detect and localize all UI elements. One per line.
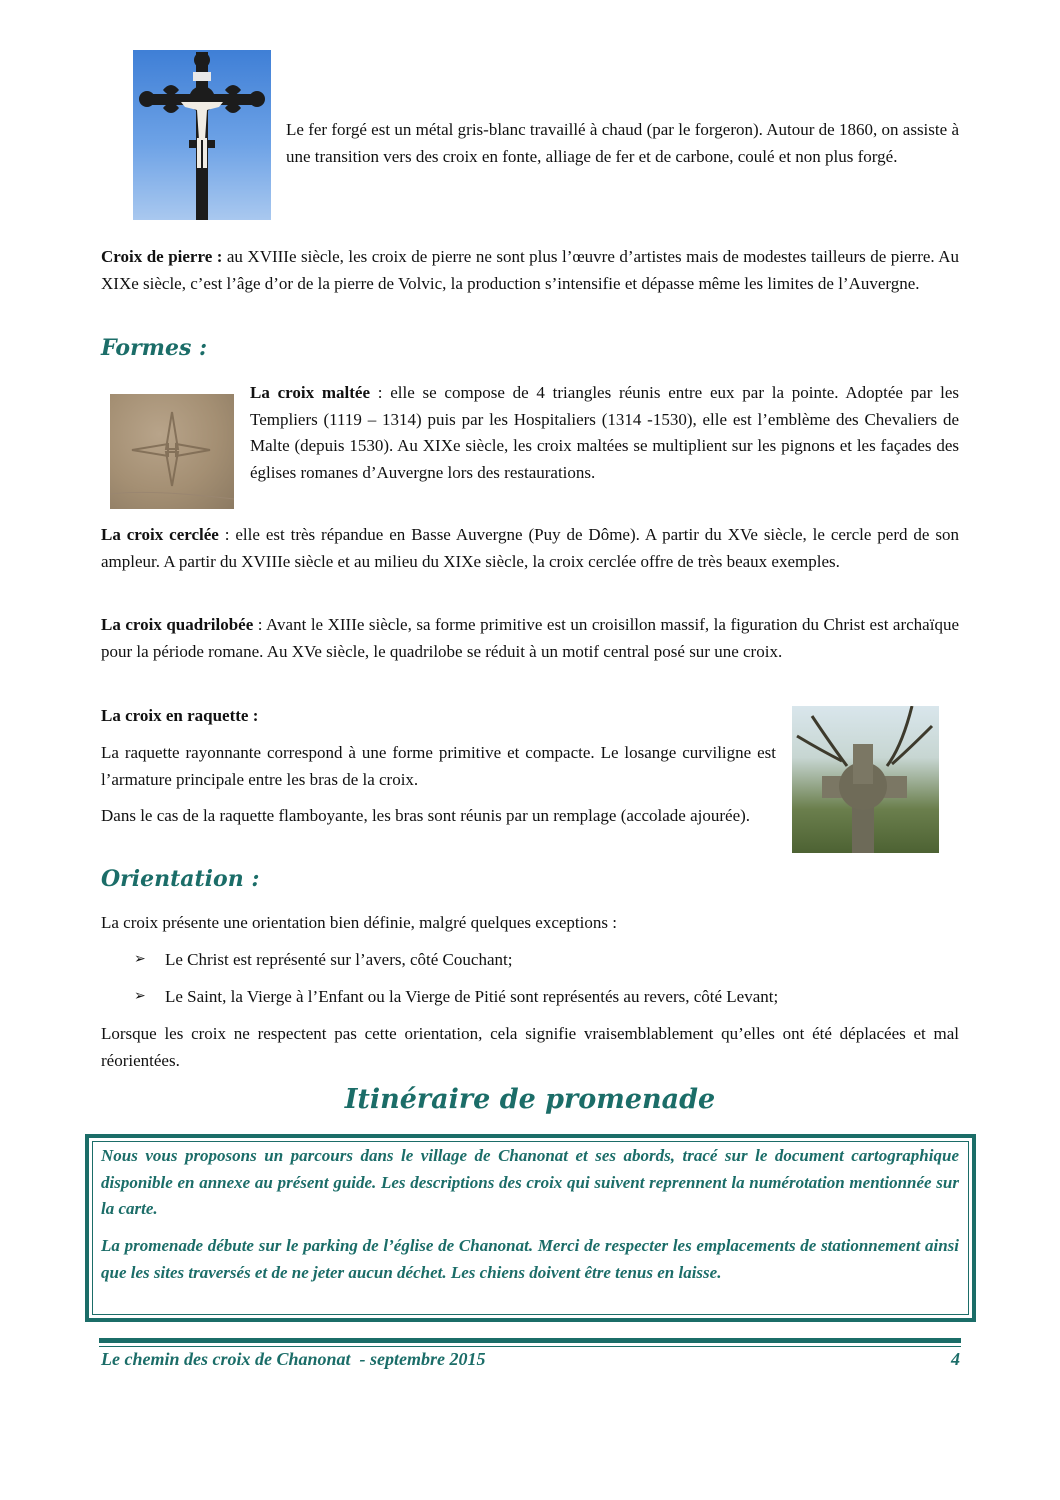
raquette-paragraph-1: La raquette rayonnante correspond à une forme primitive et compacte. Le losange curviligne est l’armature principale entre les bras de la croix. — [101, 743, 776, 789]
crucifix-photo — [133, 50, 271, 220]
quadrilobee-paragraph — [101, 612, 959, 665]
formes-heading: Formes : — [101, 335, 208, 361]
maltese-cross-photo — [110, 394, 234, 509]
arrow-bullet-icon: ➢ — [134, 952, 146, 967]
fer-forge-paragraph: Le fer forgé est un métal gris-blanc travaillé à chaud (par le forgeron). Autour de 1860, on assiste à une transition vers des croix en fonte, alliage de fer et de carbone, coulé et non plus forgé. — [286, 120, 959, 166]
maltee-paragraph — [250, 380, 959, 486]
pierre-label: Croix de pierre : — [101, 247, 223, 266]
pierre-paragraph — [101, 244, 959, 297]
quadrilobee-label: La croix quadrilobée — [101, 615, 254, 634]
footer-title: Le chemin des croix de Chanonat - septembre 2015 — [101, 1349, 486, 1369]
page-number: 4 — [951, 1349, 960, 1369]
raquette-cross-photo — [792, 706, 939, 853]
raquette-paragraph-2: Dans le cas de la raquette flamboyante, les bras sont réunis par un remplage (accolade ajourée). — [101, 806, 751, 825]
orientation-bullet-text: Le Saint, la Vierge à l’Enfant ou la Vierge de Pitié sont représentés au revers, côté Levant; — [165, 987, 779, 1006]
quadrilobee-text: : Avant le XIIIe siècle, sa forme primitive est un croisillon massif, la figuration du Christ est archaïque pour la période romane. Au XVe siècle, le quadrilobe se réduit à un motif central posé sur une croix. — [101, 615, 959, 661]
cerclee-text: : elle est très répandue en Basse Auvergne (Puy de Dôme). A partir du XVe siècle, le cercle perd de son ampleur. A partir du XVIIIe siècle et au milieu du XIXe siècle, la croix cerclée offre de très beaux exemples. — [101, 525, 959, 571]
maltee-label: La croix maltée — [250, 383, 370, 402]
cerclee-paragraph — [101, 522, 959, 575]
cerclee-label: La croix cerclée — [101, 525, 219, 544]
orientation-intro: La croix présente une orientation bien définie, malgré quelques exceptions : — [101, 913, 617, 932]
itineraire-title: Itinéraire de promenade — [344, 1084, 716, 1115]
raquette-cross-illustration — [792, 706, 939, 853]
raquette-heading — [101, 703, 781, 730]
maltese-cross-illustration — [110, 394, 234, 509]
orientation-conclusion: Lorsque les croix ne respectent pas cette orientation, cela signifie vraisemblablement qu’elles ont été déplacées et mal réorientées. — [101, 1024, 959, 1070]
crucifix-illustration — [133, 50, 271, 220]
pierre-text: au XVIIIe siècle, les croix de pierre ne sont plus l’œuvre d’artistes mais de modestes tailleurs de pierre. Au XIXe siècle, c’est l’âge d’or de la pierre de Volvic, la production s’intensifie et dépasse même les limites de l’Auvergne. — [101, 247, 959, 293]
itineraire-box-paragraph-1: Nous vous proposons un parcours dans le village de Chanonat et ses abords, tracé sur le document cartographique disponible en annexe au présent guide. Les descriptions des croix qui suivent reprennent la numérotation mentionnée sur la carte. — [101, 1146, 959, 1218]
footer-rule-thin — [99, 1346, 961, 1347]
orientation-bullet-text: Le Christ est représenté sur l’avers, côté Couchant; — [165, 950, 513, 969]
arrow-bullet-icon: ➢ — [134, 989, 146, 1004]
itineraire-box-paragraph-2: La promenade débute sur le parking de l’église de Chanonat. Merci de respecter les emplacements de stationnement ainsi que les sites traversés et de ne jeter aucun déchet. Les chiens doivent être tenus en laisse. — [101, 1236, 959, 1282]
footer-rule — [99, 1338, 961, 1343]
raquette-label: La croix en raquette : — [101, 706, 259, 725]
orientation-heading: Orientation : — [101, 866, 260, 892]
maltee-text: : elle se compose de 4 triangles réunis entre eux par la pointe. Adoptée par les Templiers (1119 – 1314) puis par les Hospitaliers (1314 -1530), elle est l’emblème des Chevaliers de Malte (depuis 1530). Au XIXe siècle, les croix maltées se multiplient sur les pignons et les façades des églises romanes d’Auvergne lors des restaurations. — [250, 383, 960, 482]
